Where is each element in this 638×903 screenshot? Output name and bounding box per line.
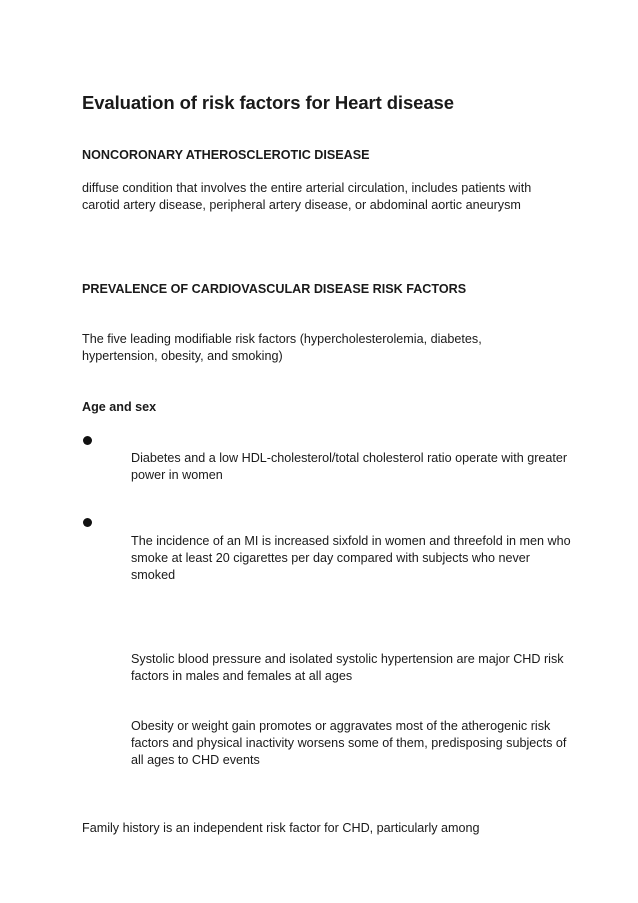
bullet-item-diabetes: Diabetes and a low HDL-cholesterol/total cholesterol ratio operate with greater power in women	[131, 451, 568, 482]
section-heading-noncoronary: NONCORONARY ATHEROSCLEROTIC DISEASE	[82, 148, 370, 162]
family-history-text: Family history is an independent risk factor for CHD, particularly among	[82, 821, 480, 835]
bullet-dot-icon	[83, 518, 92, 527]
bullet-item-smoking: The incidence of an MI is increased sixfold in women and threefold in men who smoke at least 20 cigarettes per day compared with subjects who never smoked	[131, 534, 571, 582]
section-heading-age-sex: Age and sex	[82, 400, 157, 414]
indented-item-obesity: Obesity or weight gain promotes or aggravates most of the atherogenic risk factors and physical inactivity worsens some of them, predisposing subjects of all ages to CHD events	[131, 719, 567, 767]
section-text-noncoronary: diffuse condition that involves the entire arterial circulation, includes patients with carotid artery disease, peripheral artery disease, or abdominal aortic aneurysm	[82, 181, 532, 212]
page-title: Evaluation of risk factors for Heart disease	[82, 92, 454, 113]
section-heading-prevalence: PREVALENCE OF CARDIOVASCULAR DISEASE RISK FACTORS	[82, 282, 467, 296]
section-text-prevalence: The five leading modifiable risk factors (hypercholesterolemia, diabetes, hypertension, obesity, and smoking)	[82, 332, 482, 363]
indented-item-blood-pressure: Systolic blood pressure and isolated systolic hypertension are major CHD risk factors in males and females at all ages	[131, 652, 564, 683]
bullet-dot-icon	[83, 436, 92, 445]
